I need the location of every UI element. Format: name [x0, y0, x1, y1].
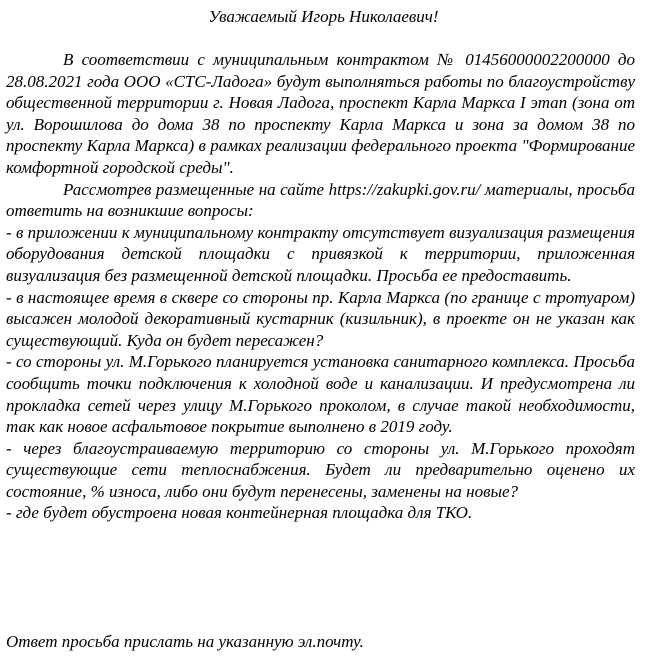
question-shrubs: - в настоящее время в сквере со стороны пр. Карла Маркса (по границе с тротуаром) высажен молодой декоративный кустарник (кизильник), в проекте он не указан как существующий. Куда он будет пересажен? — [6, 287, 635, 350]
paragraph-request: Рассмотрев размещенные на сайте https://zakupki.gov.ru/ материалы, просьба ответить на возникшие вопросы: — [6, 179, 635, 221]
question-heating-networks: - через благоустраиваемую территорию со стороны ул. М.Горького проходят существующие сети теплоснабжения. Будет ли предварительно оценено их состояние, % износа, либо они будут перенесены, заменены на новые? — [6, 438, 635, 501]
question-sanitary-complex: - со стороны ул. М.Горького планируется установка санитарного комплекса. Просьба сообщить точки подключения к холодной воде и канализации. И предусмотрена ли прокладка сетей через улицу М.Горького проколом, в случае такой необходимости, так как новое асфальтовое покрытие выполнено в 2019 году. — [6, 352, 635, 437]
letter-body — [6, 49, 635, 524]
question-visualization: - в приложении к муниципальному контракту отсутствует визуализация размещения оборудования детской площадки с привязкой к территории, приложенная визуализация без размещенной детской площадки. Просьба ее предоставить. — [6, 222, 635, 285]
letter-closing: Ответ просьба прислать на указанную эл.почту. — [6, 632, 364, 651]
question-container-site: - где будет обустроена новая контейнерная площадка для ТКО. — [6, 503, 473, 523]
paragraph-contract: В соответствии с муниципальным контрактом № 01456000002200000 до 28.08.2021 года ООО «СТС-Ладога» будут выполняться работы по благоустройству общественной территории г. Новая Ладога, проспект Карла Маркса I этап (зона от ул. Ворошилова до дома 38 по проспекту Карла Маркса и зона за домом 38 по проспекту Карла Маркса) в рамках реализации федерального проекта "Формирование комфортной городской среды". — [6, 50, 635, 177]
letter-greeting: Уважаемый Игорь Николаевич! — [208, 7, 439, 26]
